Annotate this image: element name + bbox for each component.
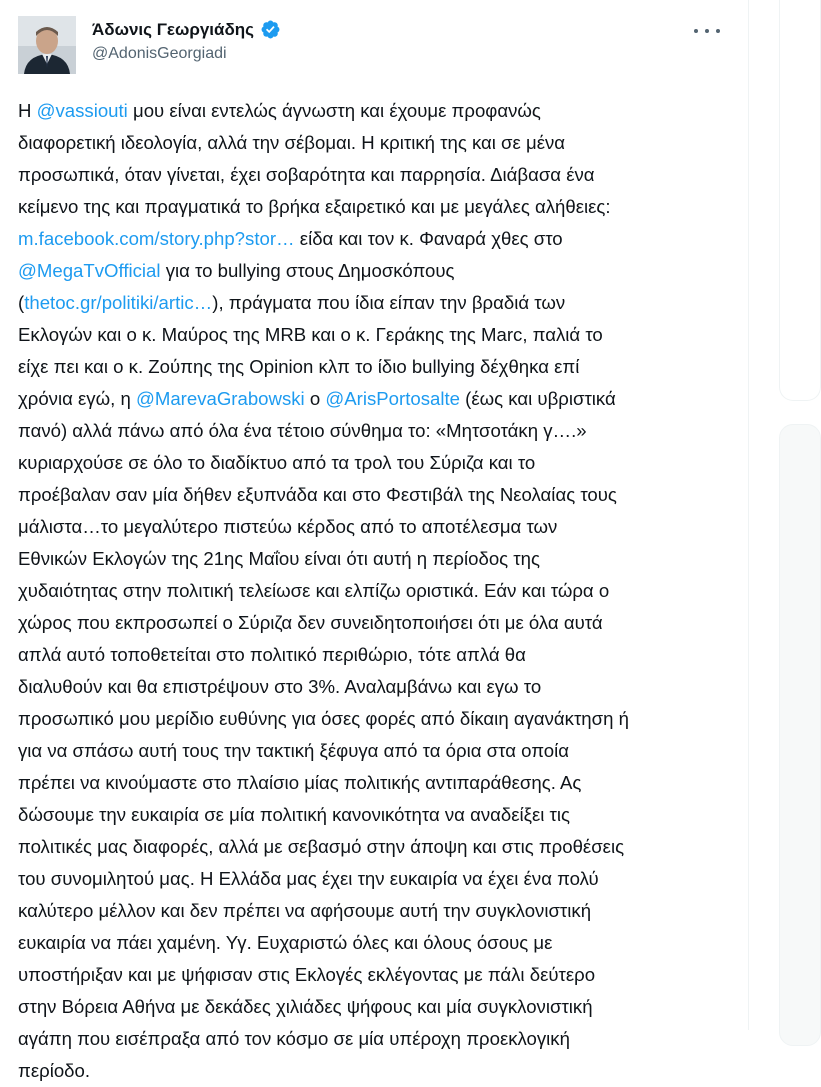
tweet-text-line: [18, 639, 734, 671]
tweet-text-segment: υποστήριξαν και με ψήφισαν στις Εκλογές εκλέγοντας με πάλι δεύτερο: [18, 964, 596, 985]
column-divider: [748, 0, 749, 1030]
tweet-text-line: [18, 447, 734, 479]
tweet-text-segment: διαφορετική ιδεολογία, αλλά την σέβομαι. Η κριτική της και σε μένα: [18, 132, 566, 153]
tweet-text-line: [18, 799, 734, 831]
tweet-text-line: [18, 863, 734, 895]
tweet-text-segment: καλύτερο μέλλον και δεν πρέπει να αφήσουμε αυτή την συγκλονιστική: [18, 900, 592, 921]
tweet-text-segment: ο: [304, 388, 326, 409]
tweet-text-segment: πολιτικές μας διαφορές, αλλά με σεβασμό στην άποψη και στις προθέσεις: [18, 836, 625, 857]
tweet-text-segment: προσωπικό μου μερίδιο ευθύνης για όσες φορές από δίκαιη αγανάκτηση ή: [18, 708, 629, 729]
more-dot: [705, 29, 709, 33]
tweet-text-segment: Εκλογών και ο κ. Μαύρος της MRB και ο κ. Γεράκης της Marc, παλιά το: [18, 324, 603, 345]
tweet-text-segment: προέβαλαν σαν μία δήθεν εξυπνάδα και στο Φεστιβάλ της Νεολαίας τους: [18, 484, 617, 505]
tweet-text-segment: ), πράγματα που ίδια είπαν την βραδιά των: [212, 292, 566, 313]
tweet-text-line: [18, 831, 734, 863]
tweet-text-segment: του συνομιλητού μας. Η Ελλάδα μας έχει την ευκαιρία να έχει ένα πολύ: [18, 868, 599, 889]
tweet-text-segment: πανό) αλλά πάνω από όλα ένα τέτοιο σύνθημα το: «Μητσοτάκη γ….»: [18, 420, 587, 441]
tweet-text-line: [18, 927, 734, 959]
author-name-row[interactable]: [92, 19, 281, 40]
tweet-text-line: [18, 223, 734, 255]
tweet-text-line: [18, 607, 734, 639]
author-handle[interactable]: @AdonisGeorgiadi: [92, 45, 227, 62]
tweet-text-segment: μάλιστα…το μεγαλύτερο πιστεύω κέρδος από το αποτέλεσμα των: [18, 516, 558, 537]
tweet-text-line: [18, 127, 734, 159]
tweet-text-segment: περίοδο.: [18, 1060, 91, 1081]
tweet-text-segment: κυριαρχούσε σε όλο το διαδίκτυο από τα τρολ του Σύριζα και το: [18, 452, 536, 473]
tweet-text-line: [18, 287, 734, 319]
sidebar-panel-bottom: [779, 424, 821, 1046]
more-dot: [694, 29, 698, 33]
tweet-text-line: [18, 383, 734, 415]
tweet-text-line: [18, 575, 734, 607]
tweet-text-segment: αγάπη που εισέπραξα από τον κόσμο σε μία υπέροχη προεκλογική: [18, 1028, 570, 1049]
tweet-text-segment: στην Βόρεια Αθήνα με δεκάδες χιλιάδες ψήφους και μία συγκλονιστική: [18, 996, 593, 1017]
tweet-text-line: [18, 351, 734, 383]
tweet-text-segment: διαλυθούν και θα επιστρέψουν στο 3%. Αναλαμβάνω και εγω το: [18, 676, 542, 697]
tweet-text-segment: (έως και υβριστικά: [460, 388, 616, 409]
tweet-text-line: [18, 191, 734, 223]
tweet-header: [18, 0, 734, 84]
more-horizontal-icon[interactable]: [694, 22, 720, 40]
mention-link[interactable]: @MegaTvOfficial: [18, 260, 161, 281]
mention-link[interactable]: @ArisPortosalte: [325, 388, 460, 409]
tweet-text-line: [18, 735, 734, 767]
tweet-text-line: [18, 95, 734, 127]
tweet-text-segment: για το bullying στους Δημοσκόπους: [160, 260, 455, 281]
tweet-text-segment: είχε πει και ο κ. Ζούπης της Opinion κλπ το ίδιο bullying δέχθηκα επί: [18, 356, 580, 377]
mention-link[interactable]: @vassiouti: [36, 100, 128, 121]
tweet-text-line: [18, 255, 734, 287]
tweet-text-line: [18, 1023, 734, 1055]
tweet-text-line: [18, 1055, 734, 1087]
more-dot: [716, 29, 720, 33]
tweet-text-segment: Η: [18, 100, 37, 121]
tweet-text-line: [18, 479, 734, 511]
tweet-text-line: [18, 895, 734, 927]
tweet-text-segment: χυδαιότητας στην πολιτική τελείωσε και ελπίζω οριστικά. Εάν και τώρα ο: [18, 580, 610, 601]
tweet-text-segment: απλά αυτό τοποθετείται στο πολιτικό περιθώριο, τότε απλά θα: [18, 644, 526, 665]
tweet-text-segment: χώρος που εκπροσωπεί ο Σύριζα δεν συνειδητοποιήσει ότι με όλα αυτά: [18, 612, 603, 633]
avatar[interactable]: [18, 16, 76, 74]
tweet-text-line: [18, 159, 734, 191]
tweet-text-line: [18, 767, 734, 799]
verified-badge-icon[interactable]: [260, 19, 281, 40]
tweet-text-segment: ευκαιρία να πάει χαμένη. Υγ. Ευχαριστώ όλες και όλους όσους με: [18, 932, 553, 953]
tweet-text-line: [18, 703, 734, 735]
tweet-text-segment: προσωπικά, όταν γίνεται, έχει σοβαρότητα και παρρησία. Διάβασα ένα: [18, 164, 595, 185]
tweet-text-segment: (: [18, 292, 25, 313]
url-link[interactable]: thetoc.gr/politiki/artic…: [24, 292, 213, 313]
tweet-text-line: [18, 511, 734, 543]
tweet-text-line: [18, 671, 734, 703]
author-display-name[interactable]: Άδωνις Γεωργιάδης: [92, 19, 255, 39]
tweet-text-segment: Εθνικών Εκλογών της 21ης Μαΐου είναι ότι αυτή η περίοδος της: [18, 548, 540, 569]
tweet-text-line: [18, 319, 734, 351]
tweet-text: [18, 95, 734, 1087]
avatar-image: [18, 16, 76, 74]
tweet-text-segment: πρέπει να κινούμαστε στο πλαίσιο μίας πολιτικής αντιπαράθεσης. Ας: [18, 772, 582, 793]
tweet-text-segment: δώσουμε την ευκαιρία σε μία πολιτική κανονικότητα να αναδείξει τις: [18, 804, 570, 825]
sidebar-panel-top: [779, 0, 821, 401]
tweet-text-line: [18, 543, 734, 575]
tweet-text-line: [18, 959, 734, 991]
tweet-text-line: [18, 415, 734, 447]
tweet-text-segment: για να σπάσω αυτή τους την τακτική ξέφυγα από τα όρια στα οποία: [18, 740, 569, 761]
tweet-text-segment: είδα και τον κ. Φαναρά χθες στο: [294, 228, 563, 249]
mention-link[interactable]: @MarevaGrabowski: [135, 388, 305, 409]
tweet-text-segment: μου είναι εντελώς άγνωστη και έχουμε προφανώς: [127, 100, 541, 121]
url-link[interactable]: m.facebook.com/story.php?stor…: [18, 228, 295, 249]
tweet-text-line: [18, 991, 734, 1023]
tweet-text-segment: κείμενο της και πραγματικά το βρήκα εξαιρετικό και με μεγάλες αλήθειες:: [18, 196, 611, 217]
tweet-text-segment: χρόνια εγώ, η: [18, 388, 136, 409]
